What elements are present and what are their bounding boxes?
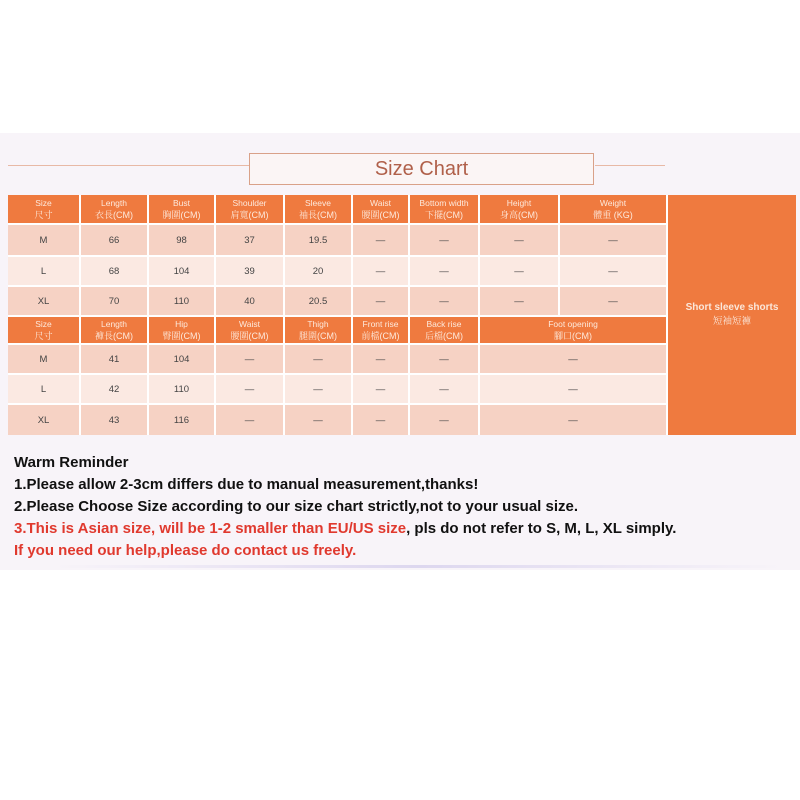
bottom-table-cell: 41 bbox=[81, 345, 147, 373]
bottom-table-cell: — bbox=[410, 375, 478, 403]
reminder-line-3-warning: This is Asian size, will be 1-2 smaller than EU/US size bbox=[26, 520, 407, 537]
top-table-cell: 66 bbox=[81, 225, 147, 255]
bottom-table-cell: 42 bbox=[81, 375, 147, 403]
top-header-cell bbox=[149, 195, 214, 223]
header-label-en: Thigh bbox=[307, 319, 329, 329]
reminder-heading: Warm Reminder bbox=[14, 454, 129, 471]
top-table-cell: XL bbox=[8, 287, 79, 315]
header-label-zh: 身高(CM) bbox=[500, 210, 538, 220]
bottom-table-cell: — bbox=[480, 345, 666, 373]
bottom-table-cell: — bbox=[410, 405, 478, 435]
bottom-table-cell: 116 bbox=[149, 405, 214, 435]
header-label-en: Sleeve bbox=[305, 198, 331, 208]
bottom-table-cell: — bbox=[285, 375, 351, 403]
header-label-zh: 后檔(CM) bbox=[425, 331, 463, 341]
top-table-cell: 20 bbox=[285, 257, 351, 285]
header-label-zh: 衣長(CM) bbox=[95, 210, 133, 220]
bottom-header-cell bbox=[81, 317, 147, 343]
bottom-table-cell: — bbox=[216, 345, 283, 373]
decorative-underline bbox=[52, 565, 784, 568]
header-label-en: Size bbox=[35, 319, 52, 329]
header-label-en: Weight bbox=[599, 198, 627, 208]
bottom-header-cell bbox=[216, 317, 283, 343]
header-label-zh: 肩寬(CM) bbox=[230, 210, 269, 220]
header-label-zh: 腳口(CM) bbox=[554, 331, 592, 341]
top-table-cell: 68 bbox=[81, 257, 147, 285]
top-table-cell: 70 bbox=[81, 287, 147, 315]
top-table-cell: 104 bbox=[149, 257, 214, 285]
top-header-cell bbox=[353, 195, 408, 223]
header-label-zh: 袖長(CM) bbox=[299, 210, 337, 220]
header-label-zh: 腰圍(CM) bbox=[361, 210, 400, 220]
top-table-cell: 110 bbox=[149, 287, 214, 315]
bottom-header-cell bbox=[410, 317, 478, 343]
bottom-table-cell: M bbox=[8, 345, 79, 373]
top-table-cell: 20.5 bbox=[285, 287, 351, 315]
header-label-zh: 下擺(CM) bbox=[425, 210, 463, 220]
garment-type-en: Short sleeve shorts bbox=[685, 302, 779, 313]
top-table-cell: — bbox=[480, 225, 558, 255]
reminder-line-3-rest: , pls do not refer to S, M, L, XL simply. bbox=[406, 520, 677, 537]
header-label-en: Front rise bbox=[362, 319, 399, 329]
bottom-table-cell: — bbox=[353, 405, 408, 435]
header-label-zh: 體重 (KG) bbox=[593, 210, 633, 220]
header-label-zh: 尺寸 bbox=[34, 210, 53, 220]
bottom-header-cell bbox=[480, 317, 666, 343]
top-table-cell: — bbox=[353, 257, 408, 285]
top-table-cell: 98 bbox=[149, 225, 214, 255]
top-header-cell bbox=[480, 195, 558, 223]
bottom-table-cell: L bbox=[8, 375, 79, 403]
top-table-cell: 40 bbox=[216, 287, 283, 315]
header-label-en: Size bbox=[35, 198, 52, 208]
header-label-en: Waist bbox=[370, 198, 391, 208]
header-label-en: Foot opening bbox=[548, 319, 598, 329]
top-header-cell bbox=[410, 195, 478, 223]
bottom-table-cell: 43 bbox=[81, 405, 147, 435]
header-label-en: Shoulder bbox=[232, 198, 267, 208]
header-label-en: Bottom width bbox=[419, 198, 469, 208]
size-chart-title: Size Chart bbox=[249, 153, 594, 185]
header-label-zh: 腰圍(CM) bbox=[230, 331, 269, 341]
top-table-cell: — bbox=[560, 225, 666, 255]
header-label-en: Hip bbox=[175, 319, 188, 329]
size-chart-table bbox=[8, 195, 796, 435]
header-label-zh: 臀圍(CM) bbox=[162, 331, 201, 341]
bottom-table-cell: 104 bbox=[149, 345, 214, 373]
header-label-en: Bust bbox=[172, 198, 190, 208]
reminder-line-1: 1.Please allow 2-3cm differs due to manual measurement,thanks! bbox=[14, 476, 479, 493]
top-header-cell bbox=[285, 195, 351, 223]
title-rule-left bbox=[8, 165, 250, 166]
bottom-table-cell: XL bbox=[8, 405, 79, 435]
top-table-cell: — bbox=[410, 287, 478, 315]
header-label-en: Height bbox=[506, 198, 532, 208]
header-label-zh: 胸圍(CM) bbox=[162, 210, 201, 220]
top-table-cell: 39 bbox=[216, 257, 283, 285]
top-table-cell: — bbox=[560, 287, 666, 315]
bottom-table-cell: — bbox=[410, 345, 478, 373]
top-table-cell: L bbox=[8, 257, 79, 285]
header-label-en: Length bbox=[101, 198, 127, 208]
top-table-cell: — bbox=[353, 287, 408, 315]
bottom-table-cell: — bbox=[216, 405, 283, 435]
top-table-cell: M bbox=[8, 225, 79, 255]
header-label-en: Length bbox=[101, 319, 127, 329]
bottom-table-cell: — bbox=[285, 405, 351, 435]
title-rule-right bbox=[595, 165, 665, 166]
header-label-zh: 褲長(CM) bbox=[95, 331, 133, 341]
top-header-cell bbox=[560, 195, 666, 223]
top-table-cell: — bbox=[480, 287, 558, 315]
top-table-cell: 19.5 bbox=[285, 225, 351, 255]
header-label-en: Waist bbox=[239, 319, 260, 329]
top-table-cell: 37 bbox=[216, 225, 283, 255]
top-table-cell: — bbox=[560, 257, 666, 285]
reminder-line-3-number: 3. bbox=[14, 520, 27, 537]
bottom-header-cell bbox=[353, 317, 408, 343]
bottom-table-cell: — bbox=[480, 405, 666, 435]
reminder-line-4: If you need our help,please do contact us freely. bbox=[14, 542, 357, 559]
bottom-header-cell bbox=[149, 317, 214, 343]
garment-type-zh: 短袖短褲 bbox=[712, 316, 751, 327]
top-table-cell: — bbox=[353, 225, 408, 255]
bottom-table-cell: — bbox=[216, 375, 283, 403]
bottom-table-cell: 110 bbox=[149, 375, 214, 403]
top-header-cell bbox=[8, 195, 79, 223]
top-table-cell: — bbox=[410, 225, 478, 255]
header-label-en: Back rise bbox=[426, 319, 462, 329]
reminder-line-2: 2.Please Choose Size according to our size chart strictly,not to your usual size. bbox=[14, 498, 579, 515]
header-label-zh: 前檔(CM) bbox=[361, 331, 400, 341]
bottom-table-cell: — bbox=[353, 375, 408, 403]
top-table-cell: — bbox=[480, 257, 558, 285]
bottom-header-cell bbox=[285, 317, 351, 343]
reminder-line-3 bbox=[14, 518, 794, 540]
bottom-table-cell: — bbox=[285, 345, 351, 373]
top-table-cell: — bbox=[410, 257, 478, 285]
garment-type-label bbox=[668, 195, 796, 435]
bottom-table-cell: — bbox=[480, 375, 666, 403]
warm-reminder bbox=[14, 452, 794, 562]
top-header-cell bbox=[81, 195, 147, 223]
header-label-zh: 腿圍(CM) bbox=[299, 331, 337, 341]
header-label-zh: 尺寸 bbox=[34, 331, 53, 341]
bottom-header-cell bbox=[8, 317, 79, 343]
top-header-cell bbox=[216, 195, 283, 223]
bottom-table-cell: — bbox=[353, 345, 408, 373]
